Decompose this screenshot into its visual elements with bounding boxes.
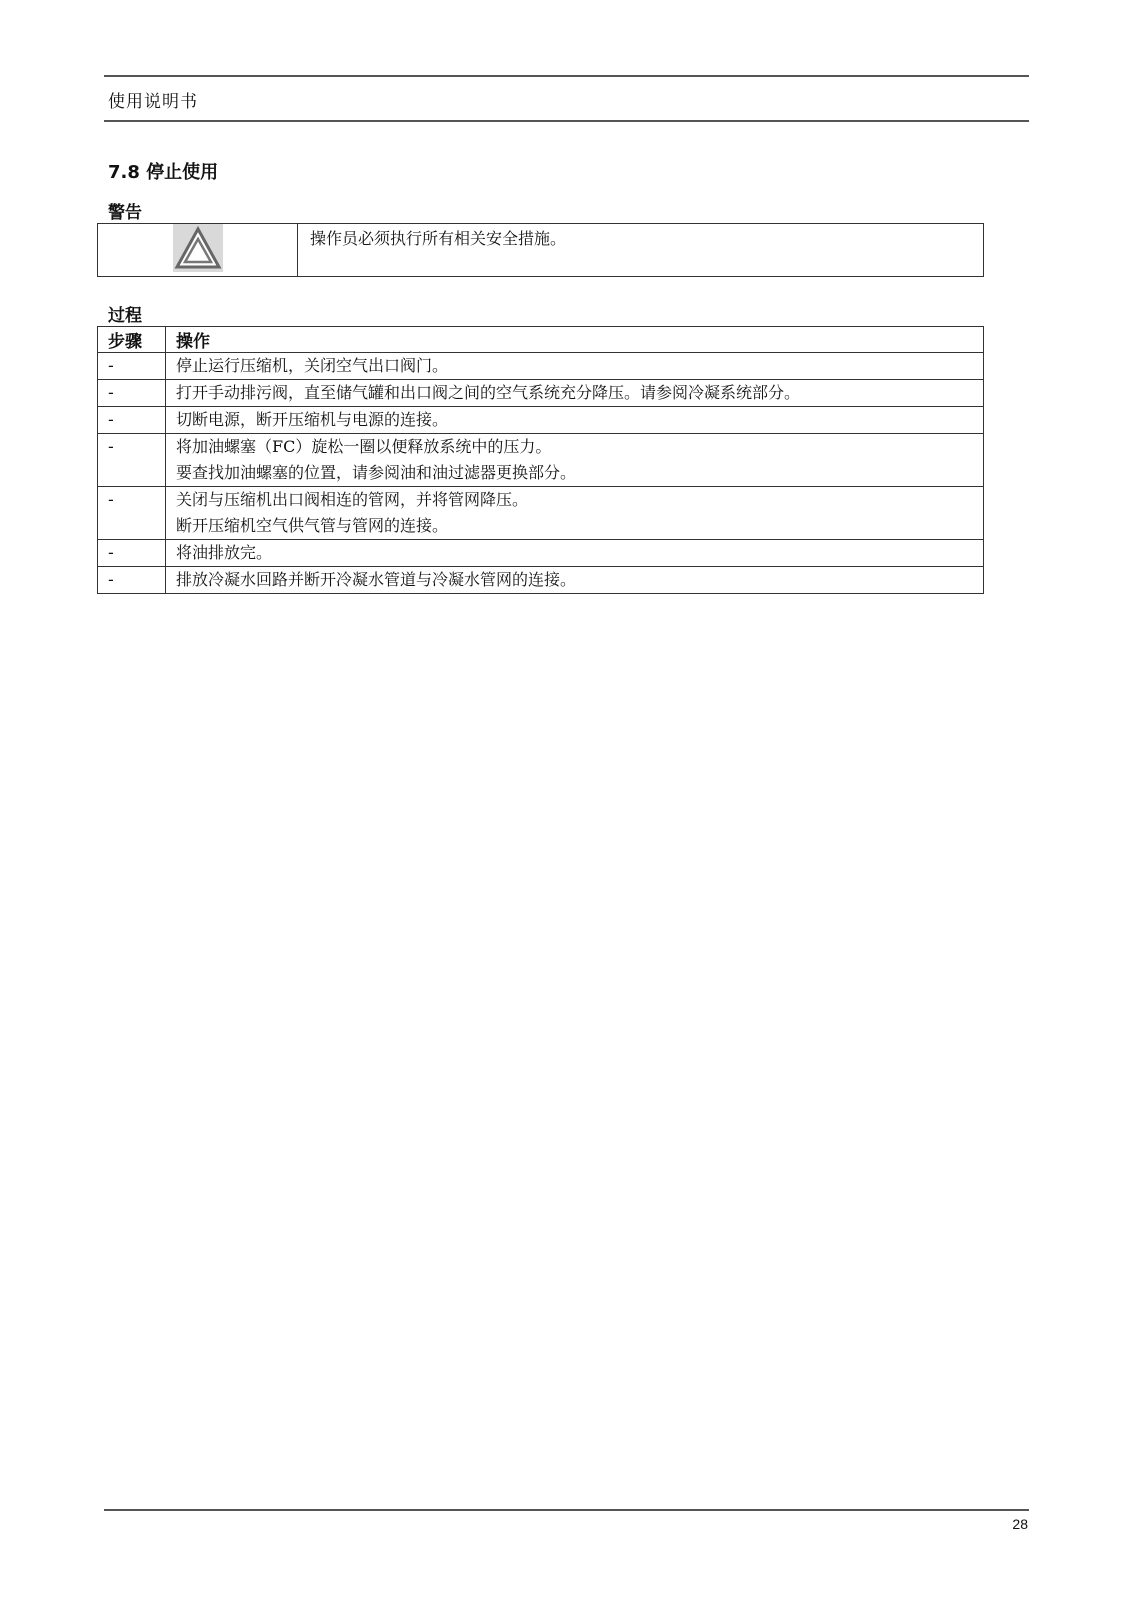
column-header-step: 步骤 bbox=[98, 327, 166, 353]
step-cell: - bbox=[98, 407, 166, 434]
action-text: 停止运行压缩机，关闭空气出口阀门。 bbox=[176, 356, 449, 375]
header-top-rule bbox=[104, 75, 1029, 77]
table-row bbox=[98, 434, 984, 487]
table-row bbox=[98, 353, 984, 380]
warning-table bbox=[97, 223, 984, 277]
step-cell: - bbox=[98, 380, 166, 407]
warning-text: 操作员必须执行所有相关安全措施。 bbox=[298, 224, 984, 277]
action-text: 要查找加油螺塞的位置，请参阅油和油过滤器更换部分。 bbox=[176, 463, 577, 482]
action-cell bbox=[166, 487, 984, 540]
action-text: 排放冷凝水回路并断开冷凝水管道与冷凝水管网的连接。 bbox=[176, 570, 577, 589]
action-text: 打开手动排污阀，直至储气罐和出口阀之间的空气系统充分降压。请参阅冷凝系统部分。 bbox=[176, 383, 801, 402]
warning-triangle-icon bbox=[173, 257, 223, 276]
table-row bbox=[98, 407, 984, 434]
action-cell bbox=[166, 434, 984, 487]
procedure-label: 过程 bbox=[108, 306, 142, 326]
step-cell: - bbox=[98, 434, 166, 487]
warning-icon-cell bbox=[98, 224, 298, 277]
step-cell: - bbox=[98, 540, 166, 567]
table-row bbox=[98, 380, 984, 407]
step-cell: - bbox=[98, 567, 166, 594]
action-cell bbox=[166, 353, 984, 380]
step-cell: - bbox=[98, 353, 166, 380]
action-text: 断开压缩机空气供气管与管网的连接。 bbox=[176, 516, 449, 535]
table-row bbox=[98, 567, 984, 594]
action-cell bbox=[166, 567, 984, 594]
section-title: 7.8 停止使用 bbox=[108, 162, 219, 183]
page-number: 28 bbox=[1012, 1516, 1028, 1532]
step-cell: - bbox=[98, 487, 166, 540]
action-text: 将油排放完。 bbox=[176, 543, 273, 562]
action-text: 将加油螺塞（FC）旋松一圈以便释放系统中的压力。 bbox=[176, 437, 552, 456]
procedure-table bbox=[97, 326, 984, 594]
header-title: 使用说明书 bbox=[108, 92, 198, 112]
table-row bbox=[98, 487, 984, 540]
header-bottom-rule bbox=[104, 120, 1029, 122]
warning-label: 警告 bbox=[108, 203, 142, 223]
action-text: 关闭与压缩机出口阀相连的管网，并将管网降压。 bbox=[176, 490, 529, 509]
column-header-action: 操作 bbox=[166, 327, 984, 353]
action-cell bbox=[166, 540, 984, 567]
footer-rule bbox=[104, 1509, 1029, 1511]
action-cell bbox=[166, 407, 984, 434]
action-text: 切断电源，断开压缩机与电源的连接。 bbox=[176, 410, 449, 429]
table-row bbox=[98, 540, 984, 567]
action-cell bbox=[166, 380, 984, 407]
